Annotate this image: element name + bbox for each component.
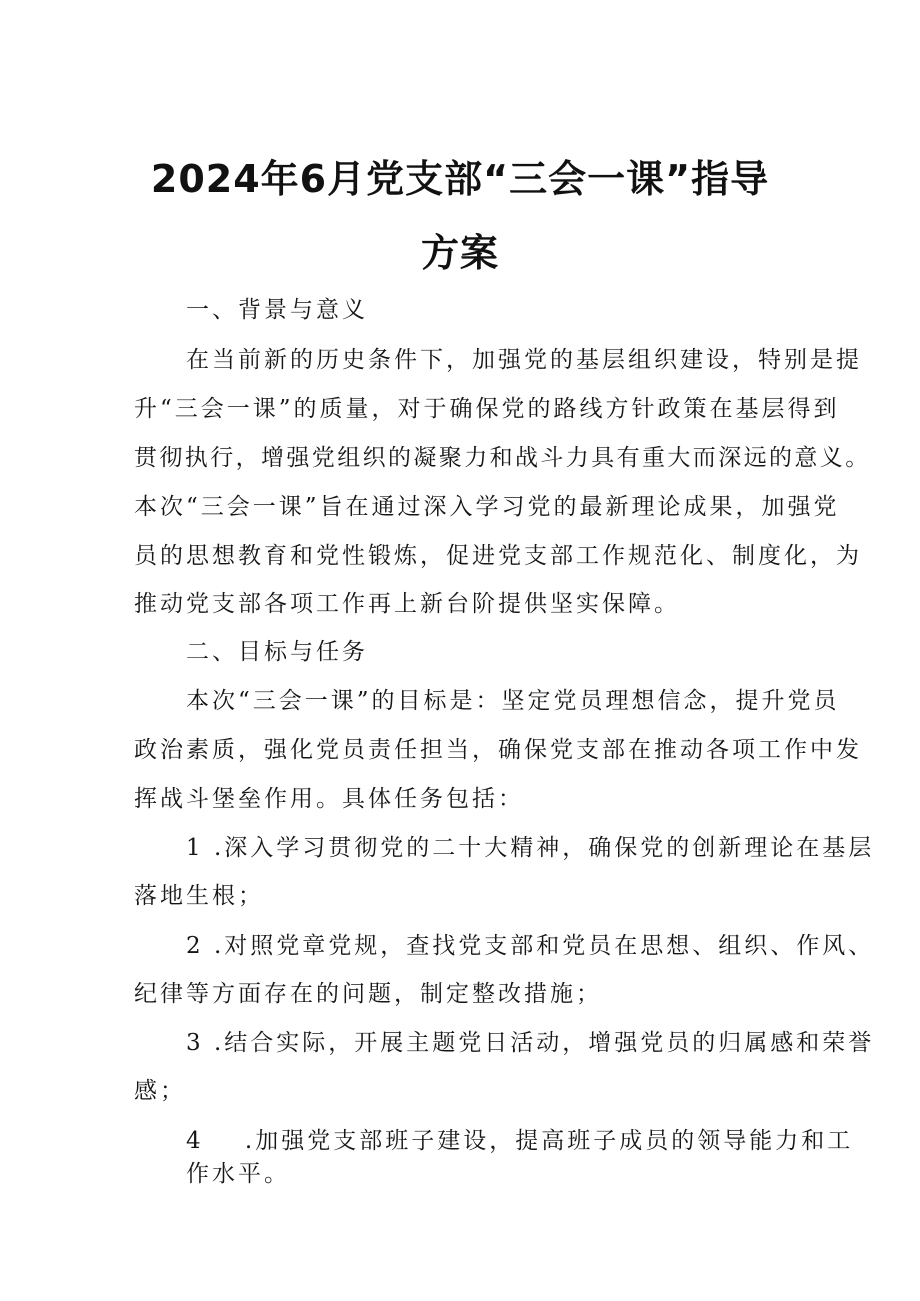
task-3-line: 3 .结合实际，开展主题党日活动，增强党员的归属感和荣誉 bbox=[186, 1030, 875, 1056]
section-2-paragraph-line: 本次“三会一课”的目标是：坚定党员理想信念，提升党员 bbox=[186, 688, 840, 714]
document-title-line-2: 方案 bbox=[420, 231, 499, 275]
section-1-paragraph-line: 本次“三会一课”旨在通过深入学习党的最新理论成果，加强党 bbox=[134, 494, 840, 520]
task-1-line: 1 .深入学习贯彻党的二十大精神，确保党的创新理论在基层 bbox=[186, 835, 875, 861]
section-1-paragraph-line: 在当前新的历史条件下，加强党的基层组织建设，特别是提 bbox=[186, 347, 862, 373]
task-2-continuation: 纪律等方面存在的问题，制定整改措施； bbox=[134, 981, 602, 1007]
section-2-heading: 二、目标与任务 bbox=[186, 639, 368, 665]
section-1-paragraph-line: 贯彻执行，增强党组织的凝聚力和战斗力具有重大而深远的意义。 bbox=[134, 445, 871, 471]
section-1-paragraph-line: 推动党支部各项工作再上新台阶提供坚实保障。 bbox=[134, 591, 680, 617]
section-2-paragraph-line: 政治素质，强化党员责任担当，确保党支部在推动各项工作中发 bbox=[134, 737, 862, 763]
task-4-continuation: 作水平。 bbox=[186, 1161, 290, 1187]
section-1-heading: 一、背景与意义 bbox=[186, 297, 368, 323]
task-4-line: 4 .加强党支部班子建设，提高班子成员的领导能力和工 bbox=[186, 1128, 854, 1154]
task-3-continuation: 感； bbox=[134, 1078, 186, 1104]
task-1-continuation: 落地生根； bbox=[134, 883, 264, 909]
section-1-paragraph-line: 升“三会一课”的质量，对于确保党的路线方针政策在基层得到 bbox=[134, 396, 840, 422]
document-title-line-1: 2024年6月党支部“三会一课”指导 bbox=[150, 157, 770, 201]
task-2-line: 2 .对照党章党规，查找党支部和党员在思想、组织、作风、 bbox=[186, 933, 875, 959]
section-2-paragraph-line: 挥战斗堡垒作用。具体任务包括： bbox=[134, 786, 524, 812]
section-1-paragraph-line: 员的思想教育和党性锻炼，促进党支部工作规范化、制度化，为 bbox=[134, 543, 862, 569]
